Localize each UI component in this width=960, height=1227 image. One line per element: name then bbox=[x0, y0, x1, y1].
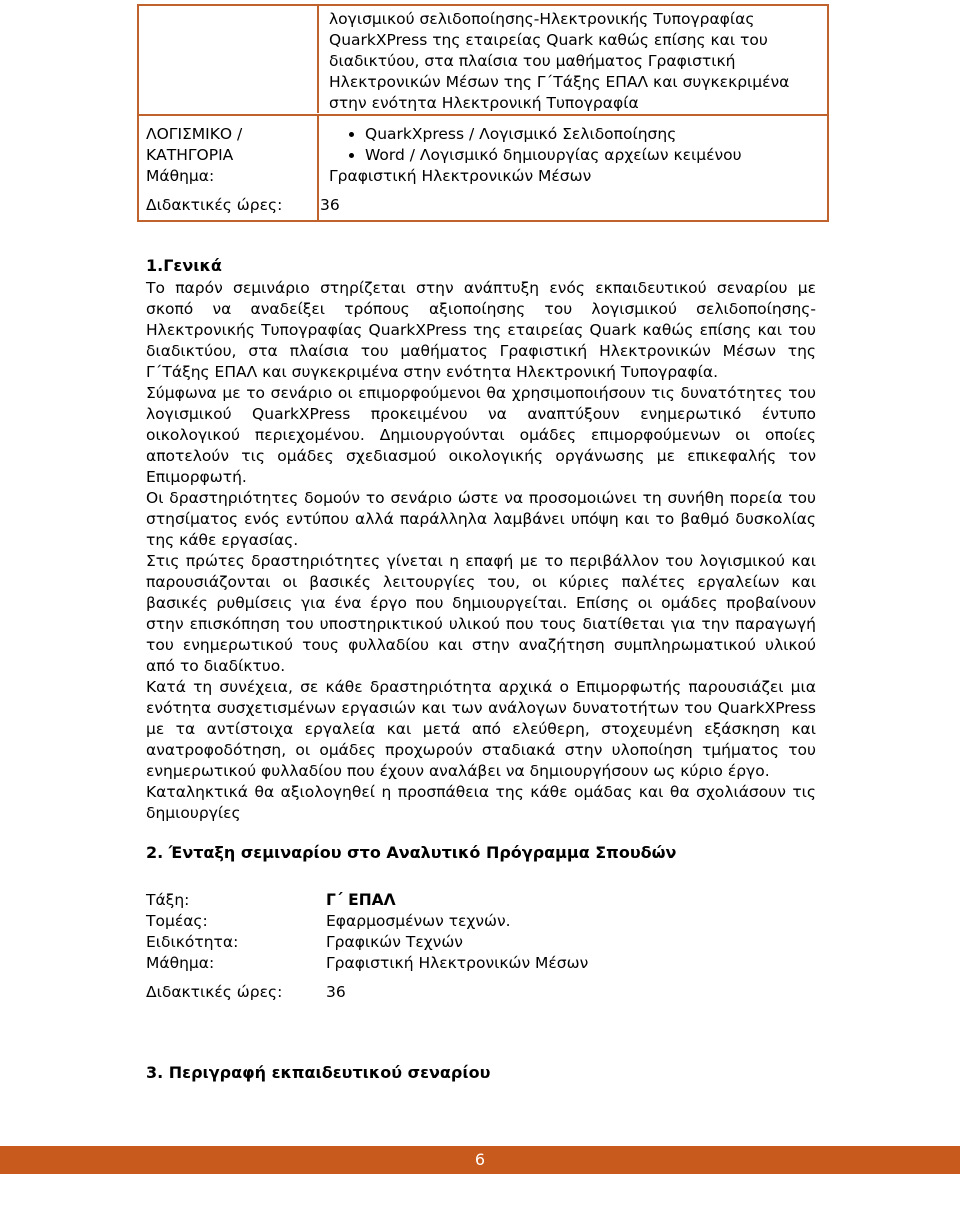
software-label-cell bbox=[139, 114, 319, 220]
course-label: Μάθημα: bbox=[146, 167, 215, 185]
info-row bbox=[146, 890, 826, 911]
section-heading-scenario: 3. Περιγραφή εκπαιδευτικού σεναρίου bbox=[146, 1063, 491, 1082]
list-item: • Word / Λογισμικό δημιουργίας αρχείων κειμένου bbox=[365, 145, 827, 166]
body-paragraph: Το παρόν σεμινάριο στηρίζεται στην ανάπτυξη ενός εκπαιδευτικού σεναρίου με σκοπό να αναδείξει τρόπους αξιοποίησης του λογισμικού σελιδοποίησης-Ηλεκτρονικής Τυπογραφίας QuarkXPress της εταιρείας Quark καθώς επίσης και του διαδικτύου, στα πλαίσια του μαθήματος Γραφιστική Ηλεκτρονικών Μέσων της Γ΄Τάξης ΕΠΑΛ και συγκεκριμένα στην ενότητα Ηλεκτρονική Τυπογραφία. bbox=[146, 279, 816, 381]
list-item: • QuarkXpress / Λογισμικό Σελιδοποίησης bbox=[365, 124, 827, 145]
hours-label-text: Διδακτικές ώρες: bbox=[146, 196, 283, 214]
curriculum-info bbox=[146, 890, 826, 1003]
sector-value: Εφαρμοσμένων τεχνών. bbox=[326, 912, 511, 930]
info-row bbox=[146, 911, 826, 932]
software-value-cell bbox=[319, 114, 827, 220]
category-label: ΚΑΤΗΓΟΡΙΑ bbox=[146, 146, 234, 164]
class-value: Γ΄ ΕΠΑΛ bbox=[326, 891, 396, 909]
description-line: Ηλεκτρονικών Μέσων της Γ΄Τάξης ΕΠΑΛ και συγκεκριμένα bbox=[329, 73, 790, 91]
body-paragraph: Στις πρώτες δραστηριότητες γίνεται η επαφή με το περιβάλλον του λογισμικού και παρουσιάζονται οι βασικές λειτουργίες του, οι κύριες παλέτες εργαλείων και βασικές ρυθμίσεις για ένα έργο που δημιουργείται. Επίσης οι ομάδες προβαίνουν στην επισκόπηση του υποστηρικτικού υλικού που τους διατίθεται για την παραγωγή του ενημερωτικού τους φυλλαδίου και στην αναζήτηση συμπληρωματικού υλικού από το διαδίκτυο. bbox=[146, 552, 816, 675]
page-footer bbox=[0, 1146, 960, 1174]
body-paragraph: Οι δραστηριότητες δομούν το σενάριο ώστε να προσομοιώνει τη συνήθη πορεία του στησίματος ενός εντύπου αλλά παράλληλα λαμβάνει υπόψη και το βαθμό δυσκολίας της κάθε εργασίας. bbox=[146, 489, 816, 549]
course-label: Μάθημα: bbox=[146, 954, 215, 972]
description-line: λογισμικού σελιδοποίησης-Ηλεκτρονικής Τυπογραφίας bbox=[329, 10, 755, 28]
hours-label bbox=[146, 195, 317, 216]
section-heading-curriculum: 2. Ένταξη σεμιναρίου στο Αναλυτικό Πρόγραμμα Σπουδών bbox=[146, 843, 677, 862]
info-row bbox=[146, 953, 826, 974]
software-list bbox=[329, 124, 827, 166]
table-cell-description bbox=[319, 6, 827, 114]
description-line: QuarkXPress της εταιρείας Quark καθώς επίσης και του bbox=[329, 31, 768, 49]
info-row bbox=[146, 982, 826, 1003]
scenario-info-table bbox=[137, 4, 829, 222]
page-number: 6 bbox=[474, 1150, 486, 1169]
body-paragraph: Σύμφωνα με το σενάριο οι επιμορφούμενοι θα χρησιμοποιήσουν τις δυνατότητες του λογισμικού QuarkXPress προκειμένου να αναπτύξουν ενημερωτικό έντυπο οικολογικού περιεχομένου. Δημιουργούνται ομάδες επιμορφούμενων οι οποίες αποτελούν τις ομάδες σχεδιασμού οικολογικής οργάνωσης με επικεφαλής τον Επιμορφωτή. bbox=[146, 384, 816, 486]
section-heading-general: 1.Γενικά bbox=[146, 256, 222, 275]
body-paragraph: Καταληκτικά θα αξιολογηθεί η προσπάθεια της κάθε ομάδας και θα σχολιάσουν τις δημιουργίες bbox=[146, 783, 816, 822]
specialty-value: Γραφικών Τεχνών bbox=[326, 933, 463, 951]
course-value: Γραφιστική Ηλεκτρονικών Μέσων bbox=[329, 167, 592, 185]
course-value: Γραφιστική Ηλεκτρονικών Μέσων bbox=[326, 954, 589, 972]
description-line: διαδικτύου, στα πλαίσια του μαθήματος Γραφιστική bbox=[329, 52, 736, 70]
table-cell-empty bbox=[139, 6, 319, 113]
description-line: στην ενότητα Ηλεκτρονική Τυπογραφία bbox=[329, 94, 639, 112]
hours-value: 36 bbox=[326, 983, 346, 1001]
general-body bbox=[146, 278, 816, 824]
specialty-label: Ειδικότητα: bbox=[146, 933, 239, 951]
software-label: ΛΟΓΙΣΜΙΚΟ / bbox=[146, 125, 243, 143]
sector-label: Τομέας: bbox=[146, 912, 208, 930]
body-paragraph: Κατά τη συνέχεια, σε κάθε δραστηριότητα αρχικά ο Επιμορφωτής παρουσιάζει μια ενότητα συσχετισμένων εργασιών και των ανάλογων δυνατοτήτων του QuarkXPress με τα αντίστοιχα εργαλεία και μετά από ελεύθερη, στοχευμένη εξάσκηση και ανατροφοδότηση, οι ομάδες προχωρούν σταδιακά στην υλοποίηση τμήματος του ενημερωτικού φυλλαδίου που έχουν αναλάβει να δημιουργήσουν ως κύριο έργο. bbox=[146, 678, 816, 780]
hours-label: Διδακτικές ώρες: bbox=[146, 983, 283, 1001]
class-label: Τάξη: bbox=[146, 891, 190, 909]
hours-value: 36 bbox=[320, 196, 340, 214]
info-row bbox=[146, 932, 826, 953]
